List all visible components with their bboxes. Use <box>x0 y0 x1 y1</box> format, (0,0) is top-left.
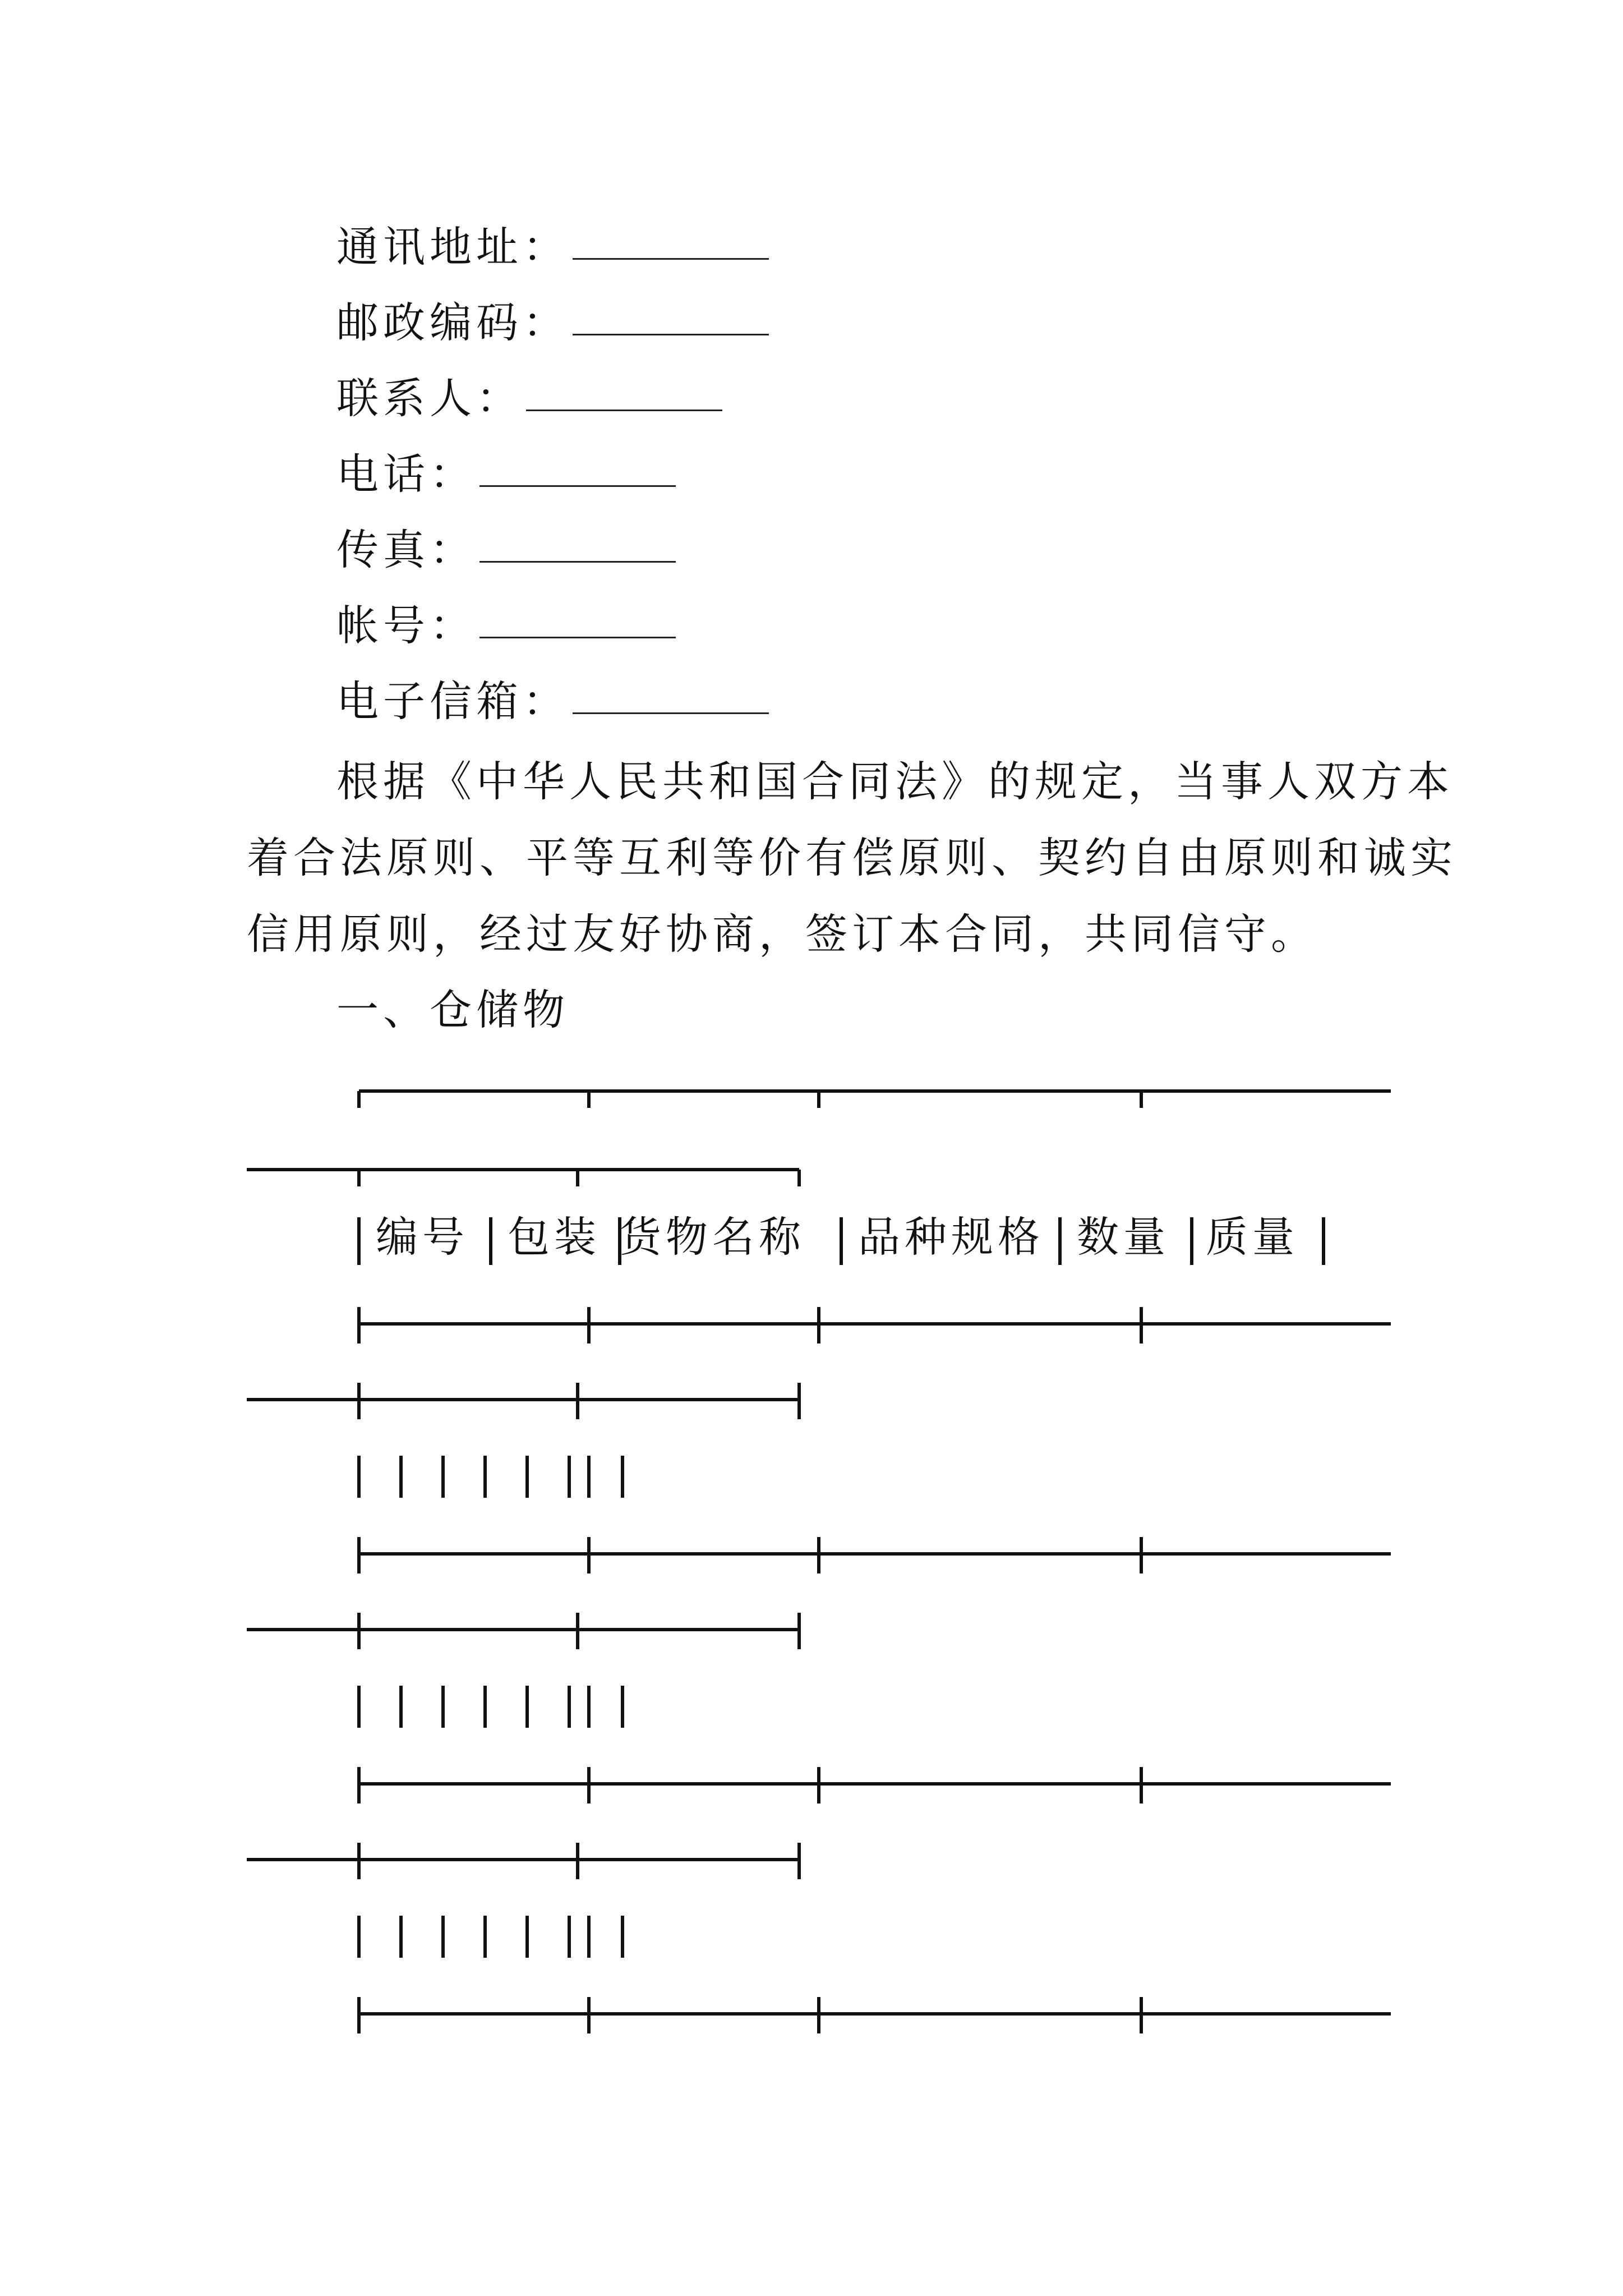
table-header-cell: 品种规格 <box>858 1212 1045 1262</box>
field-label: 电话： <box>336 449 477 499</box>
table-header-cell: 质量 <box>1206 1212 1299 1262</box>
table-header-cell: 数量 <box>1077 1212 1170 1262</box>
field-label: 邮政编码： <box>336 298 570 347</box>
intro-line: 根据《中华人民共和国合同法》的规定，当事人双方本 <box>336 757 1454 806</box>
field-label: 帐号： <box>336 601 477 650</box>
field-label: 电子信箱： <box>336 677 570 726</box>
field-label: 通讯地址： <box>336 222 570 272</box>
intro-line: 着合法原则、平等互利等价有偿原则、契约自由原则和诚实 <box>247 833 1458 882</box>
table-header-cell: 货物名称 <box>619 1212 805 1262</box>
intro-line: 信用原则，经过友好协商，签订本合同，共同信守。 <box>247 909 1318 959</box>
table-header-cell: 编号 <box>376 1212 469 1262</box>
field-label: 联系人： <box>336 374 523 423</box>
field-label: 传真： <box>336 525 477 574</box>
table-header-cell: 包装 <box>508 1212 601 1262</box>
section-title: 一、仓储物 <box>336 985 570 1034</box>
